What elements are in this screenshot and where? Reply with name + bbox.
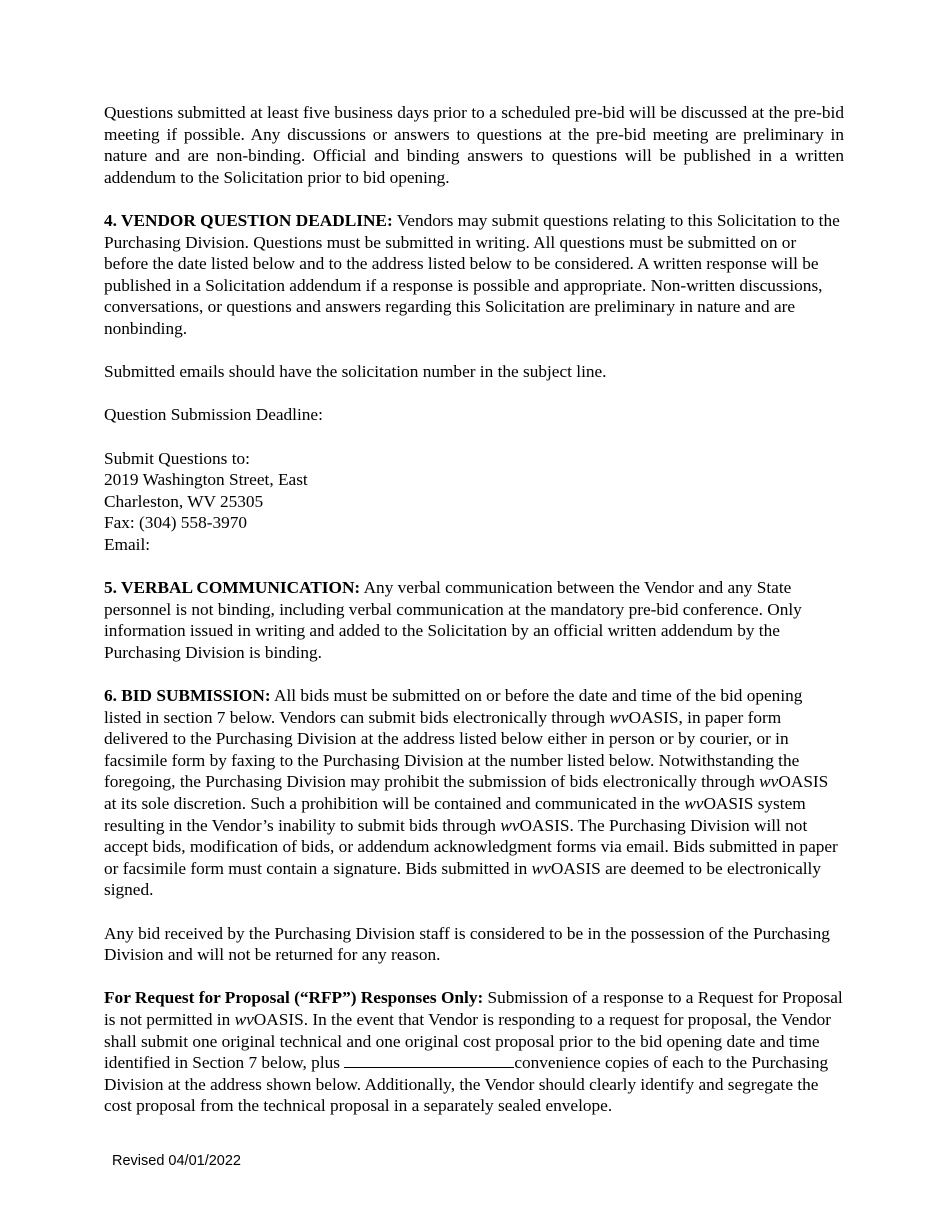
section-5-heading: 5. VERBAL COMMUNICATION:: [104, 578, 361, 598]
rfp-heading: For Request for Proposal (“RFP”) Responses Only:: [104, 988, 484, 1008]
wv-italic: wv: [759, 772, 779, 792]
oasis-text: OASIS: [519, 815, 570, 835]
section-6-text-a: All bids must be submitted on or before the date and time of the bid opening listed in section 7 below. Vendors can submit bids electronically through: [104, 686, 803, 727]
address-email: Email:: [104, 534, 151, 554]
wv-italic: wv: [531, 858, 551, 878]
deadline-label: Question Submission Deadline:: [104, 405, 323, 425]
possession-paragraph: Any bid received by the Purchasing Division staff is considered to be in the possession of the Purchasing Division and will not be returned for any reason.: [104, 923, 830, 965]
address-city: Charleston, WV 25305: [104, 491, 264, 511]
wv-italic: wv: [500, 815, 520, 835]
section-5-paragraph: [104, 577, 844, 663]
section-4-paragraph: [104, 210, 844, 340]
section-6-text-b: , in paper form delivered to the Purchasing Division at the address listed below either in person or by courier, or in facsimile form by faxing to the Purchasing Division at the number listed below. Notwithstanding the foregoing, the Purchasing Division may prohibit the submission of bids electronically through: [104, 707, 800, 792]
oasis-text: OASIS: [253, 1009, 304, 1029]
submit-address-block: [104, 448, 844, 556]
wv-italic: wv: [234, 1009, 254, 1029]
wv-italic: wv: [684, 794, 704, 813]
rfp-paragraph: [104, 987, 844, 1117]
section-6-text-d: system resulting in the Vendor’s inability to submit bids through: [104, 794, 806, 835]
document-body: [104, 102, 844, 1139]
section-4-heading: 4. VENDOR QUESTION DEADLINE:: [104, 210, 393, 230]
section-6-text-e: . The Purchasing Division will not accept bids, modification of bids, or addendum acknowledgment forms via email. Bids submitted in paper or facsimile form must contain a signature. Bids submitted in: [104, 815, 838, 878]
section-6-paragraph: [104, 685, 844, 901]
wv-italic: wv: [609, 707, 629, 727]
rfp-text-b: . In the event that Vendor is responding to a request for proposal, the Vendor shall submit one original technical and one original cost proposal prior to the bid opening date and time identified in Section 7 below, plus: [104, 1009, 831, 1073]
oasis-text: OASIS: [550, 858, 601, 878]
address-fax: Fax: (304) 558-3970: [104, 513, 248, 533]
rfp-text-a: Submission of a response to a Request for Proposal is not permitted in: [104, 988, 843, 1029]
oasis-text: OASIS: [628, 707, 679, 727]
section-6-text-f: are deemed to be electronically signed.: [104, 858, 821, 900]
revision-footer: Revised 04/01/2022: [112, 1153, 241, 1169]
emails-note: Submitted emails should have the solicitation number in the subject line.: [104, 362, 607, 382]
section-6-heading: 6. BID SUBMISSION:: [104, 686, 271, 706]
submit-label: Submit Questions to:: [104, 448, 250, 468]
oasis-text: OASIS: [778, 772, 829, 792]
rfp-text-c: convenience copies of each to the Purchasing Division at the address shown below. Additionally, the Vendor should clearly identify and segregate the cost proposal from the technical proposal in a separately sealed envelope.: [104, 1053, 829, 1116]
address-street: 2019 Washington Street, East: [104, 470, 308, 490]
section-4-text: Vendors may submit questions relating to this Solicitation to the Purchasing Division. Questions must be submitted in writing. All questions must be submitted on or before the date listed below and to the address listed below to be considered. A written response will be published in a Solicitation addendum if a response is possible and appropriate. Non-written discussions, conversations, or questions and answers regarding this Solicitation are preliminary in nature and are nonbinding.: [104, 210, 840, 338]
copies-blank-line: [344, 1053, 514, 1068]
oasis-text: OASIS: [703, 794, 754, 813]
section-6-text-c: at its sole discretion. Such a prohibition will be contained and communicated in the: [104, 794, 685, 813]
intro-paragraph: Questions submitted at least five business days prior to a scheduled pre-bid will be discussed at the pre-bid meeting if possible. Any discussions or answers to questions at the pre-bid meeting are preliminary in nature and are non-binding. Official and binding answers to questions will be published in a written addendum to the Solicitation prior to bid opening.: [104, 103, 844, 187]
section-5-text: Any verbal communication between the Vendor and any State personnel is not binding, including verbal communication at the mandatory pre-bid conference. Only information issued in writing and added to the Solicitation by an official written addendum by the Purchasing Division is binding.: [104, 578, 802, 662]
